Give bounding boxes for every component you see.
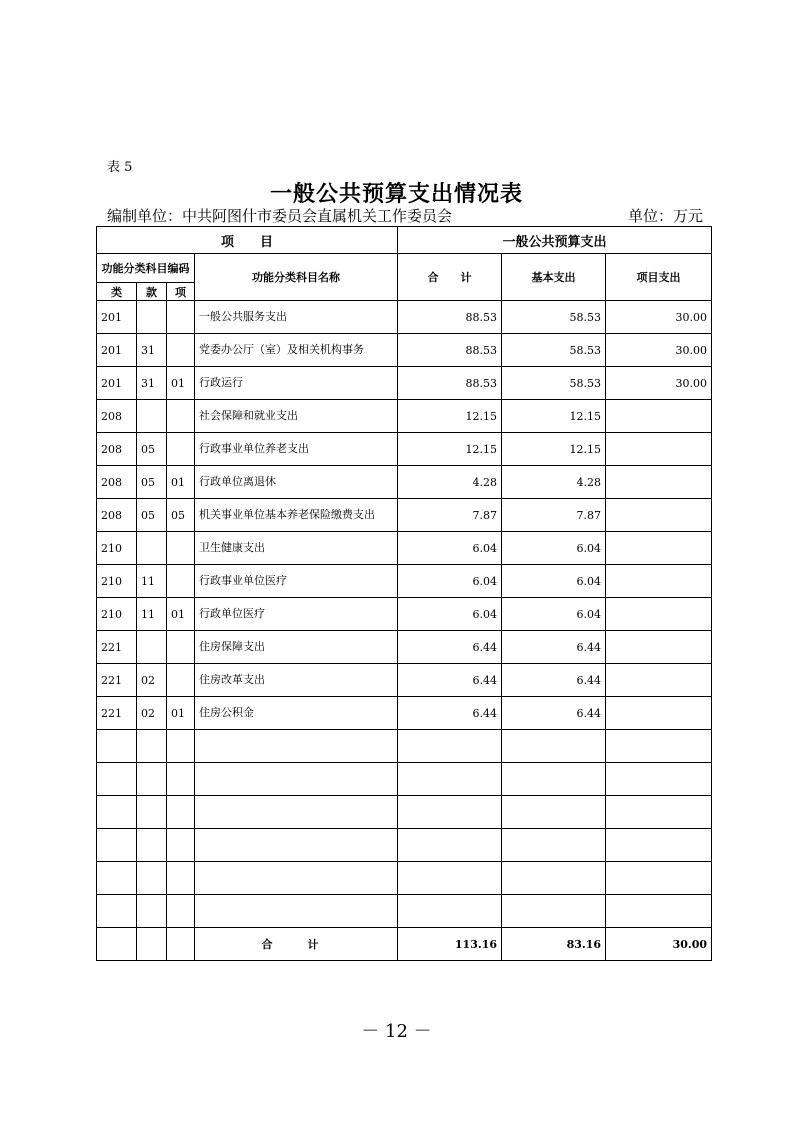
table-row: [97, 532, 712, 565]
code-kuan: 31: [137, 367, 167, 400]
amount-total: 6.04: [398, 532, 502, 565]
amount-project: [606, 433, 712, 466]
empty-row: [97, 763, 712, 796]
subject-name: 卫生健康支出: [195, 532, 398, 565]
xiang-header: 项: [167, 283, 195, 301]
table-row: [97, 598, 712, 631]
code-kuan: 11: [137, 565, 167, 598]
amount-project: [606, 631, 712, 664]
code-lei: 210: [97, 598, 137, 631]
amount-total: 12.15: [398, 400, 502, 433]
amount-total: 6.44: [398, 631, 502, 664]
total-project: 30.00: [606, 928, 712, 961]
code-kuan: [137, 301, 167, 334]
name-header: 功能分类科目名称: [195, 254, 398, 301]
empty-cell: [97, 730, 137, 763]
total-row: [97, 928, 712, 961]
code-xiang: [167, 565, 195, 598]
table-row: [97, 334, 712, 367]
empty-cell: [502, 730, 606, 763]
page-number: － 12 －: [361, 1021, 432, 1042]
empty-cell: [97, 829, 137, 862]
empty-cell: [606, 895, 712, 928]
subject-name: 住房改革支出: [195, 664, 398, 697]
code-kuan: 05: [137, 499, 167, 532]
empty-cell: [195, 763, 398, 796]
amount-basic: 6.04: [502, 565, 606, 598]
amount-basic: 12.15: [502, 433, 606, 466]
lei-header: 类: [97, 283, 137, 301]
table-row: [97, 499, 712, 532]
code-xiang: [167, 532, 195, 565]
kuan-header: 款: [137, 283, 167, 301]
amount-basic: 6.04: [502, 598, 606, 631]
table-row: [97, 466, 712, 499]
code-xiang: 05: [167, 499, 195, 532]
code-lei: 201: [97, 301, 137, 334]
code-kuan: 05: [137, 433, 167, 466]
amount-basic: 4.28: [502, 466, 606, 499]
amount-basic: 6.44: [502, 697, 606, 730]
table-row: [97, 697, 712, 730]
code-kuan: 02: [137, 697, 167, 730]
empty-row: [97, 862, 712, 895]
total-header: 合 计: [398, 254, 502, 301]
amount-basic: 7.87: [502, 499, 606, 532]
code-kuan: [137, 631, 167, 664]
code-kuan: 02: [137, 664, 167, 697]
empty-cell: [502, 862, 606, 895]
empty-cell: [167, 862, 195, 895]
empty-row: [97, 895, 712, 928]
empty-cell: [502, 763, 606, 796]
subject-name: 机关事业单位基本养老保险缴费支出: [195, 499, 398, 532]
amount-basic: 6.44: [502, 631, 606, 664]
empty-cell: [97, 796, 137, 829]
total-label: 合 计: [195, 928, 398, 961]
empty-cell: [137, 829, 167, 862]
table-body: [97, 301, 712, 928]
empty-row: [97, 829, 712, 862]
currency-unit: 单位：万元: [627, 207, 703, 225]
amount-basic: 58.53: [502, 334, 606, 367]
amount-basic: 6.04: [502, 532, 606, 565]
amount-project: [606, 565, 712, 598]
amount-project: 30.00: [606, 334, 712, 367]
subject-name: 行政单位医疗: [195, 598, 398, 631]
empty-cell: [398, 862, 502, 895]
amount-total: 6.44: [398, 664, 502, 697]
code-lei: 201: [97, 367, 137, 400]
header-row-2: [97, 254, 712, 283]
total-empty-cell: [97, 928, 137, 961]
empty-row: [97, 730, 712, 763]
code-xiang: [167, 334, 195, 367]
empty-cell: [195, 730, 398, 763]
amount-total: 6.04: [398, 598, 502, 631]
code-lei: 208: [97, 466, 137, 499]
empty-cell: [398, 730, 502, 763]
subject-name: 住房保障支出: [195, 631, 398, 664]
total-basic: 83.16: [502, 928, 606, 961]
code-kuan: [137, 400, 167, 433]
empty-cell: [137, 763, 167, 796]
total-sum: 113.16: [398, 928, 502, 961]
empty-cell: [398, 796, 502, 829]
table-number-label: 表 5: [107, 160, 133, 175]
empty-cell: [195, 796, 398, 829]
empty-cell: [97, 763, 137, 796]
empty-row: [97, 796, 712, 829]
table-row: [97, 301, 712, 334]
empty-cell: [167, 730, 195, 763]
amount-total: 4.28: [398, 466, 502, 499]
empty-cell: [195, 862, 398, 895]
amount-total: 12.15: [398, 433, 502, 466]
total-empty-cell: [137, 928, 167, 961]
code-xiang: 01: [167, 367, 195, 400]
amount-total: 6.04: [398, 565, 502, 598]
amount-project: 30.00: [606, 367, 712, 400]
amount-total: 7.87: [398, 499, 502, 532]
empty-cell: [137, 796, 167, 829]
amount-total: 88.53: [398, 334, 502, 367]
budget-table: [96, 226, 712, 961]
table-row: [97, 433, 712, 466]
empty-cell: [398, 763, 502, 796]
compiling-unit: 编制单位：中共阿图什市委员会直属机关工作委员会: [107, 207, 453, 225]
amount-project: [606, 400, 712, 433]
subject-name: 住房公积金: [195, 697, 398, 730]
code-kuan: 11: [137, 598, 167, 631]
code-lei: 208: [97, 499, 137, 532]
code-lei: 221: [97, 697, 137, 730]
empty-cell: [606, 829, 712, 862]
subject-name: 行政事业单位医疗: [195, 565, 398, 598]
subject-name: 党委办公厅（室）及相关机构事务: [195, 334, 398, 367]
amount-project: [606, 598, 712, 631]
empty-cell: [195, 895, 398, 928]
code-xiang: 01: [167, 598, 195, 631]
code-lei: 208: [97, 400, 137, 433]
subject-name: 一般公共服务支出: [195, 301, 398, 334]
empty-cell: [167, 829, 195, 862]
subject-name: 行政单位离退休: [195, 466, 398, 499]
empty-cell: [606, 730, 712, 763]
table-row: [97, 565, 712, 598]
empty-cell: [97, 895, 137, 928]
empty-cell: [137, 730, 167, 763]
code-lei: 210: [97, 532, 137, 565]
header-row-1: [97, 227, 712, 254]
amount-total: 6.44: [398, 697, 502, 730]
empty-cell: [398, 895, 502, 928]
amount-project: [606, 697, 712, 730]
empty-cell: [137, 862, 167, 895]
amount-total: 88.53: [398, 301, 502, 334]
code-xiang: [167, 433, 195, 466]
code-xiang: [167, 400, 195, 433]
empty-cell: [167, 796, 195, 829]
code-group-header: 功能分类科目编码: [97, 254, 195, 283]
budget-header: 一般公共预算支出: [398, 227, 712, 254]
amount-total: 88.53: [398, 367, 502, 400]
total-empty-cell: [167, 928, 195, 961]
item-header: 项 目: [97, 227, 398, 254]
table-row: [97, 664, 712, 697]
amount-project: [606, 532, 712, 565]
empty-cell: [97, 862, 137, 895]
empty-cell: [137, 895, 167, 928]
subject-name: 行政事业单位养老支出: [195, 433, 398, 466]
subject-name: 行政运行: [195, 367, 398, 400]
code-xiang: [167, 301, 195, 334]
amount-basic: 12.15: [502, 400, 606, 433]
amount-project: [606, 499, 712, 532]
code-lei: 210: [97, 565, 137, 598]
empty-cell: [195, 829, 398, 862]
empty-cell: [502, 829, 606, 862]
page-title: 一般公共预算支出情况表: [269, 181, 523, 207]
amount-project: [606, 664, 712, 697]
code-xiang: [167, 631, 195, 664]
code-xiang: 01: [167, 697, 195, 730]
code-lei: 208: [97, 433, 137, 466]
table-row: [97, 400, 712, 433]
subject-name: 社会保障和就业支出: [195, 400, 398, 433]
empty-cell: [167, 763, 195, 796]
code-kuan: 05: [137, 466, 167, 499]
code-kuan: 31: [137, 334, 167, 367]
table-row: [97, 367, 712, 400]
empty-cell: [606, 862, 712, 895]
amount-project: [606, 466, 712, 499]
empty-cell: [606, 763, 712, 796]
amount-project: 30.00: [606, 301, 712, 334]
empty-cell: [167, 895, 195, 928]
code-kuan: [137, 532, 167, 565]
table-row: [97, 631, 712, 664]
code-xiang: 01: [167, 466, 195, 499]
code-xiang: [167, 664, 195, 697]
code-lei: 221: [97, 631, 137, 664]
code-lei: 201: [97, 334, 137, 367]
empty-cell: [502, 796, 606, 829]
empty-cell: [398, 829, 502, 862]
amount-basic: 58.53: [502, 301, 606, 334]
project-header: 项目支出: [606, 254, 712, 301]
amount-basic: 58.53: [502, 367, 606, 400]
amount-basic: 6.44: [502, 664, 606, 697]
empty-cell: [502, 895, 606, 928]
code-lei: 221: [97, 664, 137, 697]
basic-header: 基本支出: [502, 254, 606, 301]
empty-cell: [606, 796, 712, 829]
